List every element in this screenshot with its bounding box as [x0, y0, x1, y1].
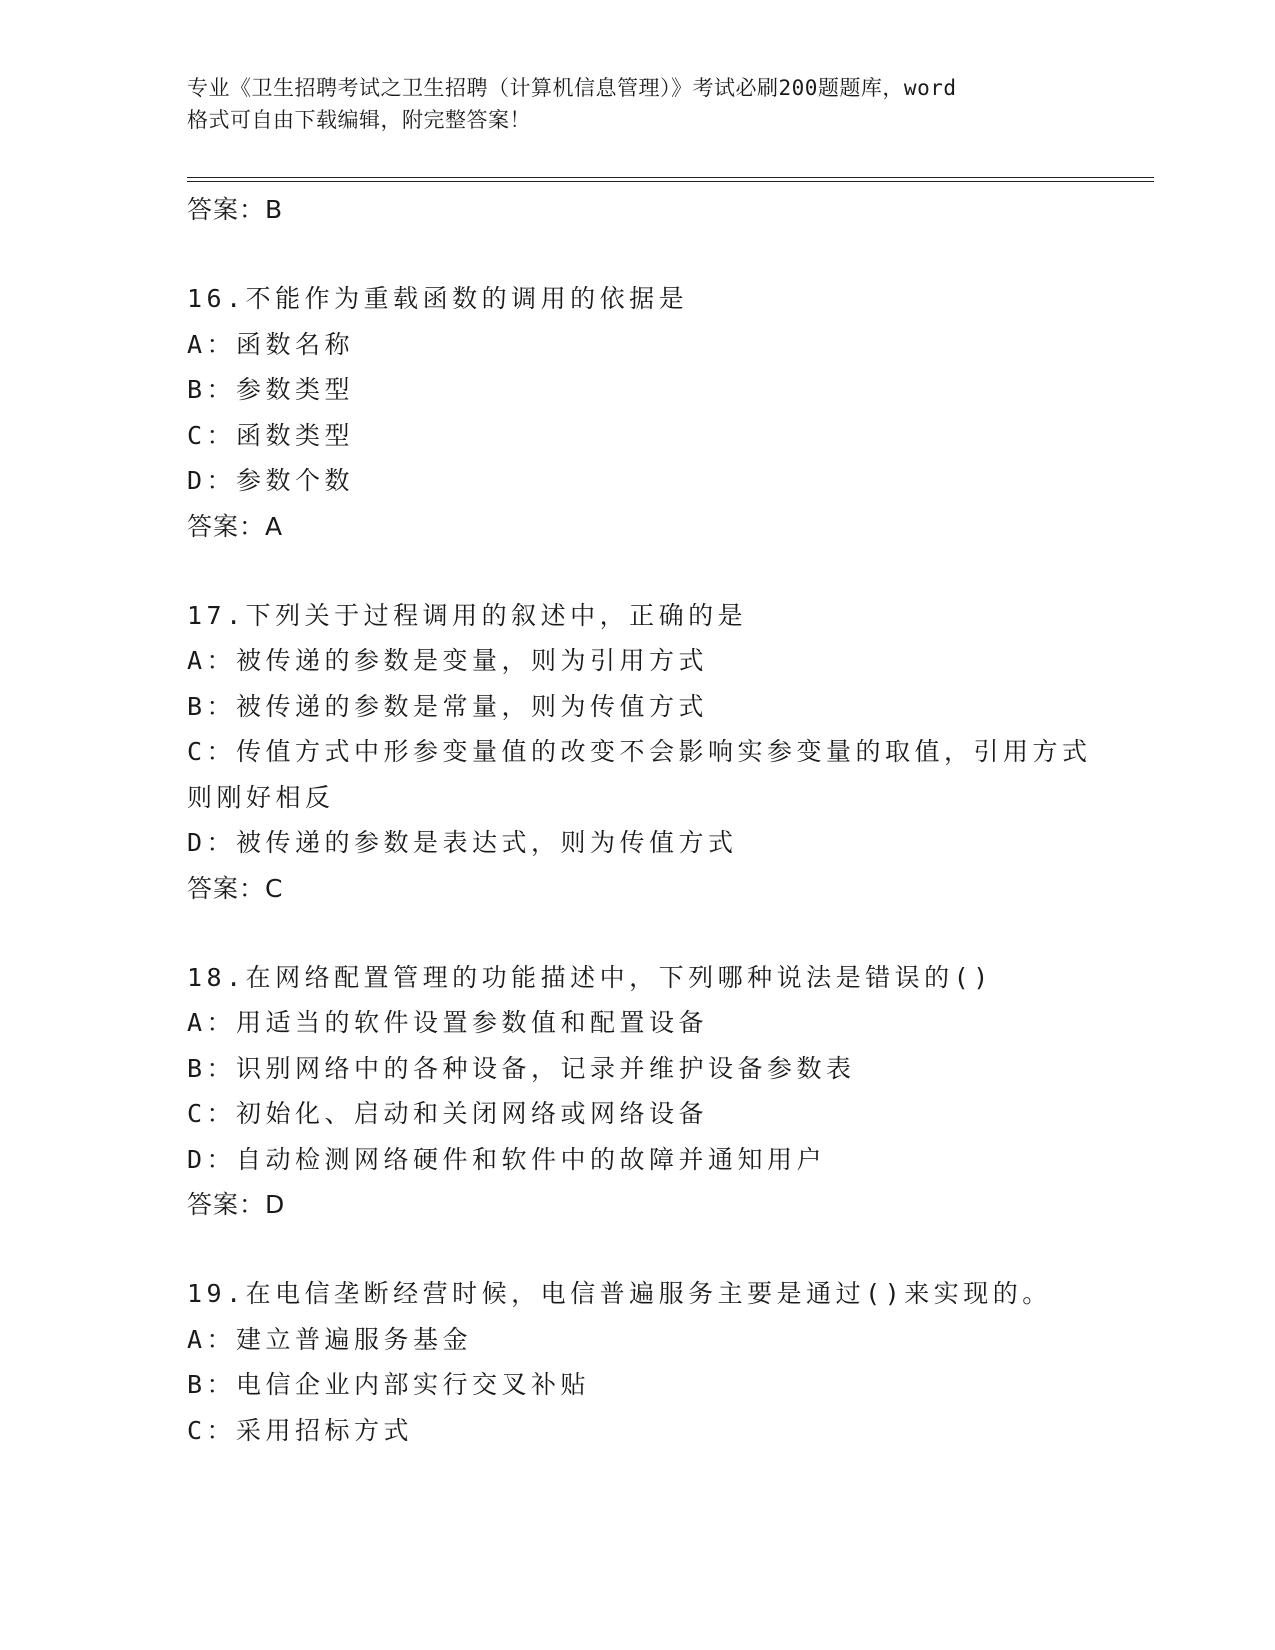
option-b: B：被传递的参数是常量，则为传值方式: [187, 691, 709, 721]
question-16: [187, 276, 1147, 549]
answer: 答案：A: [187, 511, 284, 541]
option-c: C：传值方式中形参变量值的改变不会影响实参变量的取值，引用方式: [187, 737, 1092, 766]
option-d: D：自动检测网络硬件和软件中的故障并通知用户: [187, 1144, 827, 1174]
option-a: A：建立普遍服务基金: [187, 1324, 473, 1354]
header-double-rule: [187, 177, 1154, 182]
previous-answer: 答案：B: [187, 195, 284, 224]
option-b: B：识别网络中的各种设备，记录并维护设备参数表: [187, 1053, 856, 1083]
option-a: A：函数名称: [187, 329, 355, 359]
option-d: D：参数个数: [187, 466, 355, 495]
answer: 答案：C: [187, 873, 284, 903]
option-c: C：采用招标方式: [187, 1415, 414, 1445]
question-stem: 17.下列关于过程调用的叙述中，正确的是: [187, 600, 748, 630]
option-d: D：被传递的参数是表达式，则为传值方式: [187, 828, 738, 857]
option-b: B：参数类型: [187, 375, 355, 404]
document-header: [187, 72, 1087, 136]
question-17: [187, 593, 1147, 912]
option-a: A：被传递的参数是变量，则为引用方式: [187, 646, 709, 675]
question-stem: 16.不能作为重载函数的调用的依据是: [187, 284, 689, 313]
question-18: [187, 955, 1147, 1228]
question-list: [187, 187, 1147, 1453]
option-c: C：函数类型: [187, 420, 355, 450]
question-19: [187, 1271, 1147, 1453]
option-b: B：电信企业内部实行交叉补贴: [187, 1370, 591, 1399]
option-c: C：初始化、启动和关闭网络或网络设备: [187, 1099, 709, 1128]
answer: 答案：D: [187, 1190, 286, 1219]
header-title-line-2: 格式可自由下载编辑，附完整答案！: [187, 108, 531, 132]
question-stem: 19.在电信垄断经营时候，电信普遍服务主要是通过()来实现的。: [187, 1279, 1052, 1308]
option-c-continued: 则刚好相反: [187, 782, 335, 812]
question-stem: 18.在网络配置管理的功能描述中，下列哪种说法是错误的(): [187, 962, 993, 992]
header-title-line-1: 专业《卫生招聘考试之卫生招聘（计算机信息管理）》考试必刷200题题库，word: [187, 76, 957, 100]
option-a: A：用适当的软件设置参数值和配置设备: [187, 1008, 709, 1037]
